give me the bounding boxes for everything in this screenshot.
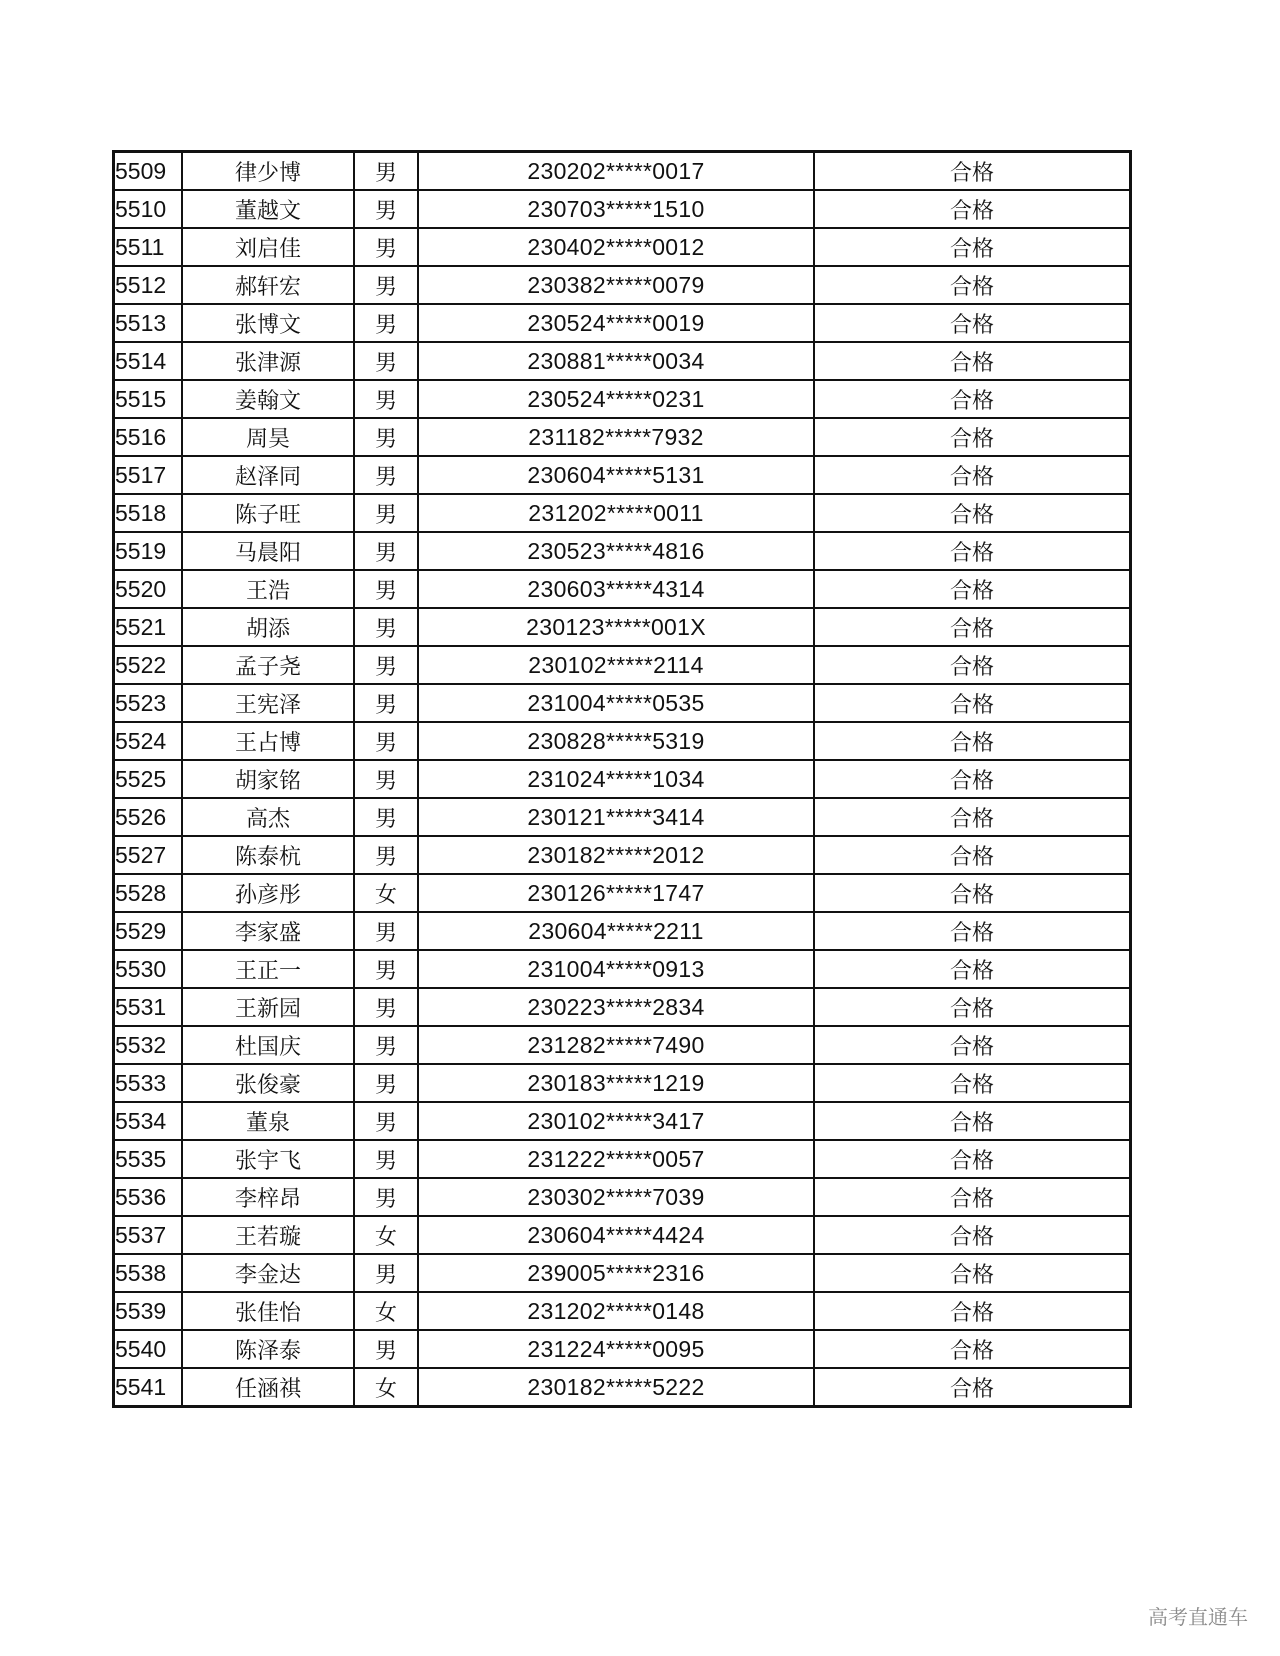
name-cell: 郝轩宏 [182,266,354,304]
row-number-cell: 5538 [114,1254,183,1292]
id-number-cell: 230202*****0017 [418,152,814,191]
table-row [114,304,1131,342]
row-number-cell: 5529 [114,912,183,950]
name-cell: 王若璇 [182,1216,354,1254]
table-row [114,266,1131,304]
result-cell: 合格 [814,190,1131,228]
table-row [114,228,1131,266]
row-number-cell: 5539 [114,1292,183,1330]
id-number-cell: 231182*****7932 [418,418,814,456]
table-row [114,342,1131,380]
row-number-cell: 5531 [114,988,183,1026]
name-cell: 胡添 [182,608,354,646]
name-cell: 王宪泽 [182,684,354,722]
name-cell: 董泉 [182,1102,354,1140]
name-cell: 刘启佳 [182,228,354,266]
id-number-cell: 230121*****3414 [418,798,814,836]
gender-cell: 男 [354,798,418,836]
gender-cell: 男 [354,950,418,988]
result-cell: 合格 [814,266,1131,304]
name-cell: 周昊 [182,418,354,456]
gender-cell: 男 [354,228,418,266]
id-number-cell: 231202*****0011 [418,494,814,532]
result-cell: 合格 [814,418,1131,456]
result-cell: 合格 [814,380,1131,418]
result-cell: 合格 [814,760,1131,798]
watermark-text: 高考直通车 [1148,1605,1248,1629]
gender-cell: 男 [354,266,418,304]
name-cell: 孙彦彤 [182,874,354,912]
gender-cell: 男 [354,608,418,646]
row-number-cell: 5519 [114,532,183,570]
id-number-cell: 230183*****1219 [418,1064,814,1102]
result-cell: 合格 [814,608,1131,646]
result-cell: 合格 [814,836,1131,874]
result-cell: 合格 [814,1292,1131,1330]
name-cell: 律少博 [182,152,354,191]
gender-cell: 男 [354,988,418,1026]
id-number-cell: 230524*****0231 [418,380,814,418]
result-cell: 合格 [814,1216,1131,1254]
table-body [114,152,1131,1407]
id-number-cell: 230223*****2834 [418,988,814,1026]
id-number-cell: 230604*****2211 [418,912,814,950]
gender-cell: 女 [354,1368,418,1407]
name-cell: 张博文 [182,304,354,342]
id-number-cell: 230102*****2114 [418,646,814,684]
row-number-cell: 5535 [114,1140,183,1178]
name-cell: 孟子尧 [182,646,354,684]
row-number-cell: 5540 [114,1330,183,1368]
name-cell: 陈子旺 [182,494,354,532]
row-number-cell: 5533 [114,1064,183,1102]
gender-cell: 男 [354,418,418,456]
result-cell: 合格 [814,722,1131,760]
row-number-cell: 5537 [114,1216,183,1254]
id-number-cell: 230604*****5131 [418,456,814,494]
table-row [114,836,1131,874]
table-row [114,1178,1131,1216]
result-cell: 合格 [814,456,1131,494]
id-number-cell: 231282*****7490 [418,1026,814,1064]
table-row [114,1254,1131,1292]
table-row [114,1292,1131,1330]
gender-cell: 男 [354,190,418,228]
result-cell: 合格 [814,874,1131,912]
result-cell: 合格 [814,798,1131,836]
result-cell: 合格 [814,1178,1131,1216]
row-number-cell: 5520 [114,570,183,608]
table-row [114,152,1131,191]
result-cell: 合格 [814,684,1131,722]
table-row [114,190,1131,228]
id-number-cell: 230126*****1747 [418,874,814,912]
name-cell: 张宇飞 [182,1140,354,1178]
table-row [114,760,1131,798]
id-number-cell: 230382*****0079 [418,266,814,304]
name-cell: 张俊豪 [182,1064,354,1102]
result-cell: 合格 [814,228,1131,266]
table-row [114,950,1131,988]
id-number-cell: 230881*****0034 [418,342,814,380]
gender-cell: 男 [354,1140,418,1178]
row-number-cell: 5509 [114,152,183,191]
name-cell: 李家盛 [182,912,354,950]
name-cell: 赵泽同 [182,456,354,494]
name-cell: 张津源 [182,342,354,380]
id-number-cell: 230828*****5319 [418,722,814,760]
table-row [114,418,1131,456]
table-row [114,1330,1131,1368]
gender-cell: 男 [354,570,418,608]
id-number-cell: 230182*****2012 [418,836,814,874]
id-number-cell: 231004*****0535 [418,684,814,722]
table-row [114,1026,1131,1064]
table-row [114,1216,1131,1254]
gender-cell: 男 [354,1026,418,1064]
table-row [114,646,1131,684]
result-cell: 合格 [814,1064,1131,1102]
id-number-cell: 230524*****0019 [418,304,814,342]
gender-cell: 男 [354,760,418,798]
result-cell: 合格 [814,646,1131,684]
result-cell: 合格 [814,532,1131,570]
name-cell: 王正一 [182,950,354,988]
gender-cell: 女 [354,1216,418,1254]
id-number-cell: 239005*****2316 [418,1254,814,1292]
result-cell: 合格 [814,950,1131,988]
row-number-cell: 5524 [114,722,183,760]
name-cell: 王新园 [182,988,354,1026]
name-cell: 任涵祺 [182,1368,354,1407]
table-row [114,494,1131,532]
gender-cell: 男 [354,912,418,950]
name-cell: 李金达 [182,1254,354,1292]
name-cell: 杜国庆 [182,1026,354,1064]
name-cell: 陈泰杭 [182,836,354,874]
name-cell: 姜翰文 [182,380,354,418]
row-number-cell: 5516 [114,418,183,456]
id-number-cell: 231222*****0057 [418,1140,814,1178]
gender-cell: 男 [354,646,418,684]
gender-cell: 男 [354,836,418,874]
result-cell: 合格 [814,342,1131,380]
id-number-cell: 231024*****1034 [418,760,814,798]
gender-cell: 男 [354,532,418,570]
table-row [114,1368,1131,1407]
result-cell: 合格 [814,152,1131,191]
table-row [114,874,1131,912]
gender-cell: 男 [354,1178,418,1216]
gender-cell: 男 [354,152,418,191]
name-cell: 王占博 [182,722,354,760]
table-row [114,570,1131,608]
table-row [114,532,1131,570]
id-number-cell: 230604*****4424 [418,1216,814,1254]
gender-cell: 男 [354,342,418,380]
name-cell: 高杰 [182,798,354,836]
row-number-cell: 5518 [114,494,183,532]
name-cell: 胡家铭 [182,760,354,798]
name-cell: 王浩 [182,570,354,608]
gender-cell: 男 [354,456,418,494]
row-number-cell: 5513 [114,304,183,342]
name-cell: 张佳怡 [182,1292,354,1330]
table-row [114,988,1131,1026]
row-number-cell: 5511 [114,228,183,266]
table-row [114,608,1131,646]
table-row [114,380,1131,418]
gender-cell: 男 [354,1064,418,1102]
id-number-cell: 230523*****4816 [418,532,814,570]
result-cell: 合格 [814,1330,1131,1368]
gender-cell: 男 [354,684,418,722]
gender-cell: 女 [354,874,418,912]
table-row [114,1064,1131,1102]
result-cell: 合格 [814,304,1131,342]
id-number-cell: 230182*****5222 [418,1368,814,1407]
table-row [114,1140,1131,1178]
table-row [114,722,1131,760]
row-number-cell: 5517 [114,456,183,494]
result-cell: 合格 [814,494,1131,532]
id-number-cell: 230302*****7039 [418,1178,814,1216]
id-number-cell: 230123*****001X [418,608,814,646]
result-cell: 合格 [814,1102,1131,1140]
result-cell: 合格 [814,1140,1131,1178]
table-row [114,912,1131,950]
gender-cell: 男 [354,1254,418,1292]
gender-cell: 男 [354,494,418,532]
id-number-cell: 230703*****1510 [418,190,814,228]
row-number-cell: 5521 [114,608,183,646]
gender-cell: 男 [354,1330,418,1368]
gender-cell: 女 [354,1292,418,1330]
row-number-cell: 5534 [114,1102,183,1140]
name-cell: 马晨阳 [182,532,354,570]
result-cell: 合格 [814,570,1131,608]
result-cell: 合格 [814,988,1131,1026]
result-cell: 合格 [814,1254,1131,1292]
row-number-cell: 5526 [114,798,183,836]
gender-cell: 男 [354,1102,418,1140]
row-number-cell: 5528 [114,874,183,912]
result-cell: 合格 [814,1026,1131,1064]
row-number-cell: 5515 [114,380,183,418]
id-number-cell: 230603*****4314 [418,570,814,608]
id-number-cell: 230102*****3417 [418,1102,814,1140]
result-cell: 合格 [814,1368,1131,1407]
row-number-cell: 5536 [114,1178,183,1216]
name-cell: 李梓昂 [182,1178,354,1216]
row-number-cell: 5512 [114,266,183,304]
row-number-cell: 5514 [114,342,183,380]
row-number-cell: 5510 [114,190,183,228]
table-row [114,1102,1131,1140]
table-row [114,798,1131,836]
row-number-cell: 5523 [114,684,183,722]
id-number-cell: 230402*****0012 [418,228,814,266]
table-row [114,684,1131,722]
gender-cell: 男 [354,722,418,760]
row-number-cell: 5530 [114,950,183,988]
id-number-cell: 231004*****0913 [418,950,814,988]
row-number-cell: 5527 [114,836,183,874]
row-number-cell: 5532 [114,1026,183,1064]
row-number-cell: 5541 [114,1368,183,1407]
result-cell: 合格 [814,912,1131,950]
name-cell: 董越文 [182,190,354,228]
id-number-cell: 231202*****0148 [418,1292,814,1330]
name-cell: 陈泽泰 [182,1330,354,1368]
gender-cell: 男 [354,304,418,342]
gender-cell: 男 [354,380,418,418]
id-number-cell: 231224*****0095 [418,1330,814,1368]
row-number-cell: 5522 [114,646,183,684]
table-row [114,456,1131,494]
row-number-cell: 5525 [114,760,183,798]
results-table [112,150,1132,1408]
